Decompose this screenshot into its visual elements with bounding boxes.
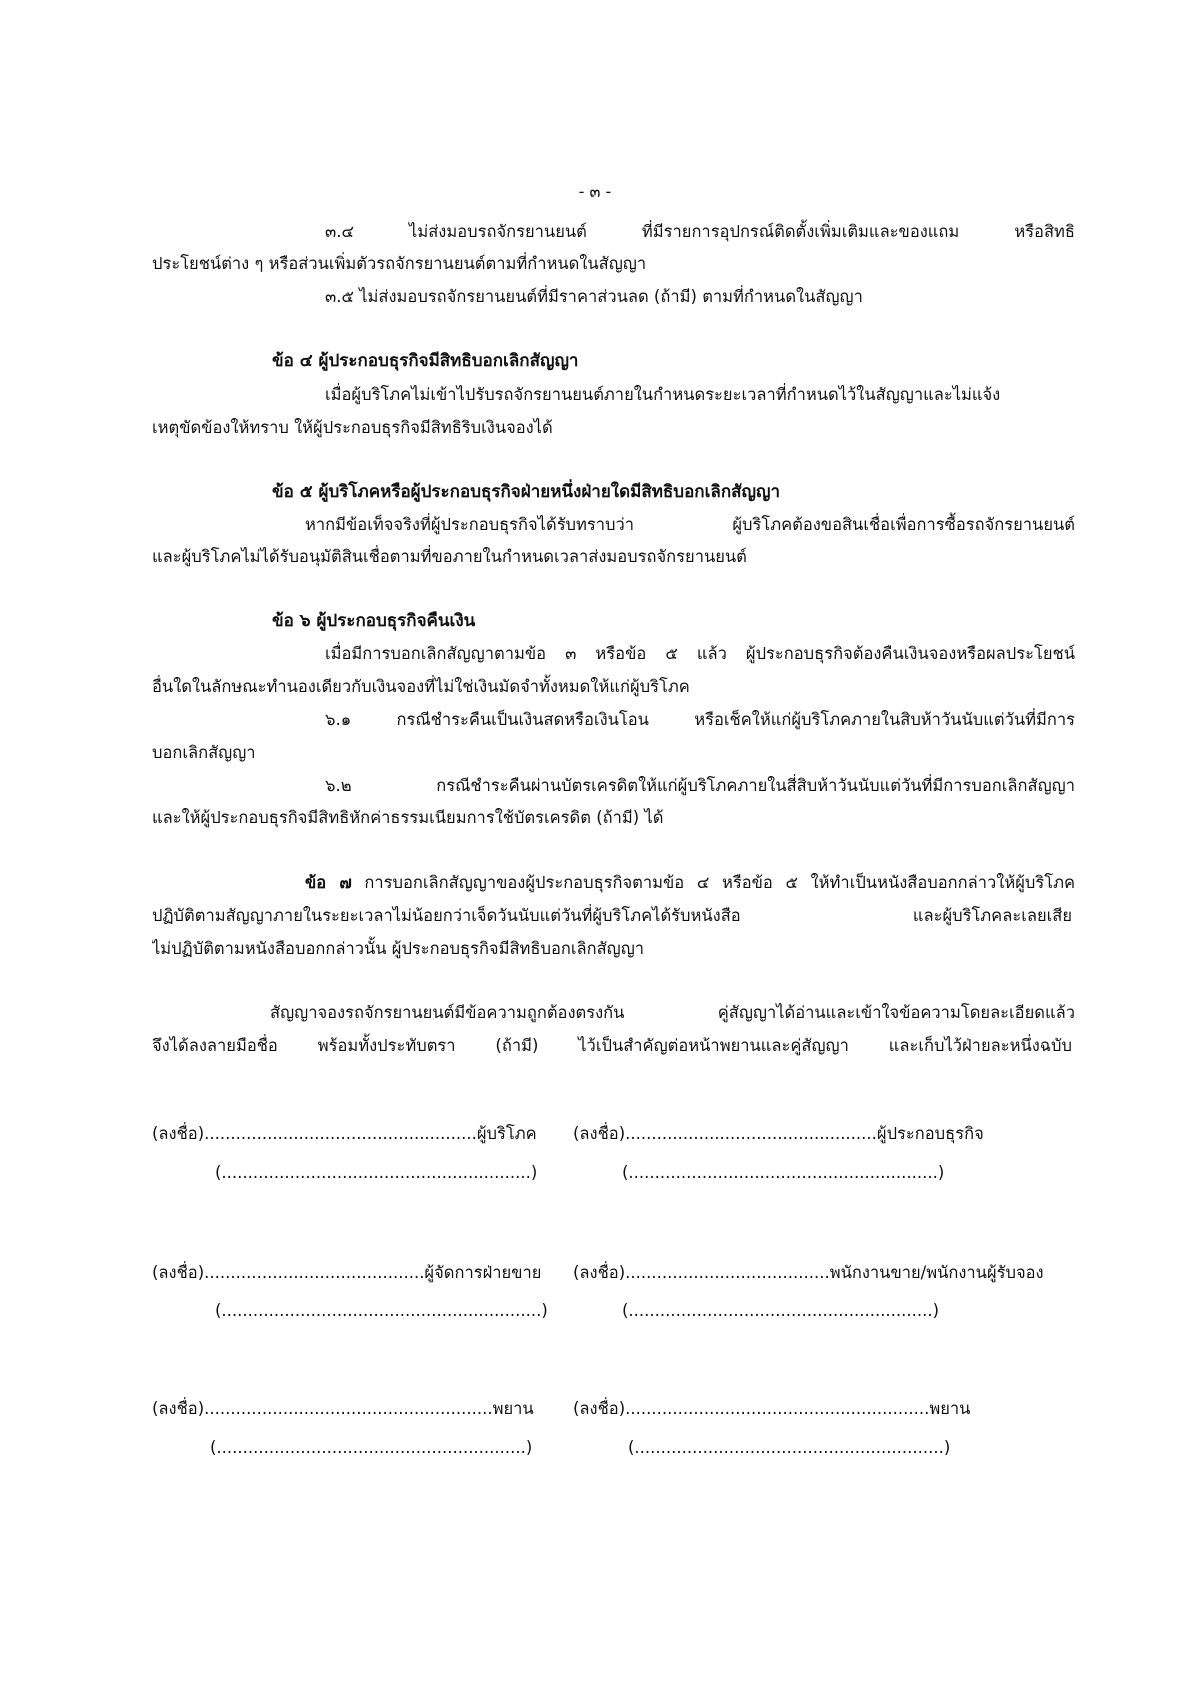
clause-7-line1 (305, 867, 1075, 899)
item-6-1-line1: ๖.๑ กรณีชำระคืนเป็นเงินสดหรือเงินโอน หรือเช็คให้แก่ผู้บริโภคภายในสิบห้าวันนับแต่วันที่มีการ (325, 710, 1075, 729)
clause-4-heading: ข้อ ๔ ผู้ประกอบธุรกิจมีสิทธิบอกเลิกสัญญา (272, 351, 579, 371)
clause-6-heading: ข้อ ๖ ผู้ประกอบธุรกิจคืนเงิน (272, 611, 476, 631)
signature-business-operator-name: (...........................................................) (622, 1163, 945, 1182)
signature-witness-2: (ลงชื่อ)..........................................................พยาน (573, 1399, 971, 1418)
signature-sales-staff-name: (..........................................................) (622, 1301, 940, 1320)
clause-7-text: การบอกเลิกสัญญาของผู้ประกอบธุรกิจตามข้อ ๔ หรือข้อ ๕ ให้ทำเป็นหนังสือบอกกล่าวให้ผู้บริโภค (351, 873, 1075, 892)
item-3-4-line1: ๓.๔ ไม่ส่งมอบรถจักรยานยนต์ ที่มีรายการอุปกรณ์ติดตั้งเพิ่มเติมและของแถม หรือสิทธิ (325, 222, 1075, 241)
clause-5-line2: และผู้บริโภคไม่ได้รับอนุมัติสินเชื่อตามที่ขอภายในกำหนดเวลาส่งมอบรถจักรยานยนต์ (152, 547, 747, 566)
signature-consumer: (ลงชื่อ)....................................................ผู้บริโภค (152, 1124, 537, 1143)
item-3-4-line2: ประโยชน์ต่าง ๆ หรือส่วนเพิ่มตัวรถจักรยานยนต์ตามที่กำหนดในสัญญา (152, 254, 647, 273)
item-3-5: ๓.๕ ไม่ส่งมอบรถจักรยานยนต์ที่มีราคาส่วนลด (ถ้ามี) ตามที่กำหนดในสัญญา (325, 287, 863, 306)
item-6-2-line1: ๖.๒ กรณีชำระคืนผ่านบัตรเครดิตให้แก่ผู้บริโภคภายในสี่สิบห้าวันนับแต่วันที่มีการบอกเลิกสัญญา (325, 776, 1075, 795)
clause-5-heading: ข้อ ๕ ผู้บริโภคหรือผู้ประกอบธุรกิจฝ่ายหนึ่งฝ่ายใดมีสิทธิบอกเลิกสัญญา (272, 482, 781, 502)
signature-witness-2-name: (...........................................................) (628, 1438, 951, 1457)
clause-7-line3: ไม่ปฏิบัติตามหนังสือบอกกล่าวนั้น ผู้ประกอบธุรกิจมีสิทธิบอกเลิกสัญญา (152, 939, 645, 958)
clause-6-line1: เมื่อมีการบอกเลิกสัญญาตามข้อ ๓ หรือข้อ ๕ แล้ว ผู้ประกอบธุรกิจต้องคืนเงินจองหรือผลประโยชน์ (325, 644, 1075, 663)
item-6-1-line2: บอกเลิกสัญญา (152, 743, 256, 762)
closing-line1: สัญญาจองรถจักรยานยนต์มีข้อความถูกต้องตรงกัน คู่สัญญาได้อ่านและเข้าใจข้อความโดยละเอียดแล้ว (270, 1003, 1075, 1022)
signature-sales-manager: (ลงชื่อ)..........................................ผู้จัดการฝ่ายขาย (152, 1263, 542, 1282)
clause-6-line2: อื่นใดในลักษณะทำนองเดียวกับเงินจองที่ไม่ใช่เงินมัดจำทั้งหมดให้แก่ผู้บริโภค (152, 677, 690, 696)
signature-consumer-name: (...........................................................) (215, 1163, 538, 1182)
item-6-2-line2: และให้ผู้ประกอบธุรกิจมีสิทธิหักค่าธรรมเนียมการใช้บัตรเครดิต (ถ้ามี) ได้ (152, 808, 664, 827)
closing-line2: จึงได้ลงลายมือชื่อ พร้อมทั้งประทับตรา (ถ้ามี) ไว้เป็นสำคัญต่อหน้าพยานและคู่สัญญา และเก็บไว้ฝ่ายละหนึ่งฉบับ (152, 1036, 1072, 1055)
clause-4-line1: เมื่อผู้บริโภคไม่เข้าไปรับรถจักรยานยนต์ภายในกำหนดระยะเวลาที่กำหนดไว้ในสัญญาและไม่แจ้ง (325, 385, 1001, 404)
signature-sales-manager-name: (.............................................................) (215, 1301, 548, 1320)
page-number: - ๓ - (578, 182, 612, 201)
clause-5-line1: หากมีข้อเท็จจริงที่ผู้ประกอบธุรกิจได้รับทราบว่า ผู้บริโภคต้องขอสินเชื่อเพื่อการซื้อรถจักรยานยนต์ (305, 515, 1075, 534)
signature-witness-1: (ลงชื่อ).......................................................พยาน (152, 1399, 534, 1418)
signature-witness-1-name: (...........................................................) (210, 1438, 533, 1457)
signature-sales-staff: (ลงชื่อ).......................................พนักงานขาย/พนักงานผู้รับจอง (573, 1263, 1044, 1282)
signature-business-operator: (ลงชื่อ)................................................ผู้ประกอบธุรกิจ (573, 1124, 984, 1143)
clause-7-line2: ปฏิบัติตามสัญญาภายในระยะเวลาไม่น้อยกว่าเจ็ดวันนับแต่วันที่ผู้บริโภคได้รับหนังสือ และผู้บริโภคละเลยเสีย (152, 906, 1072, 925)
clause-7-label: ข้อ ๗ (305, 873, 352, 892)
clause-4-line2: เหตุขัดข้องให้ทราบ ให้ผู้ประกอบธุรกิจมีสิทธิริบเงินจองได้ (152, 418, 553, 437)
